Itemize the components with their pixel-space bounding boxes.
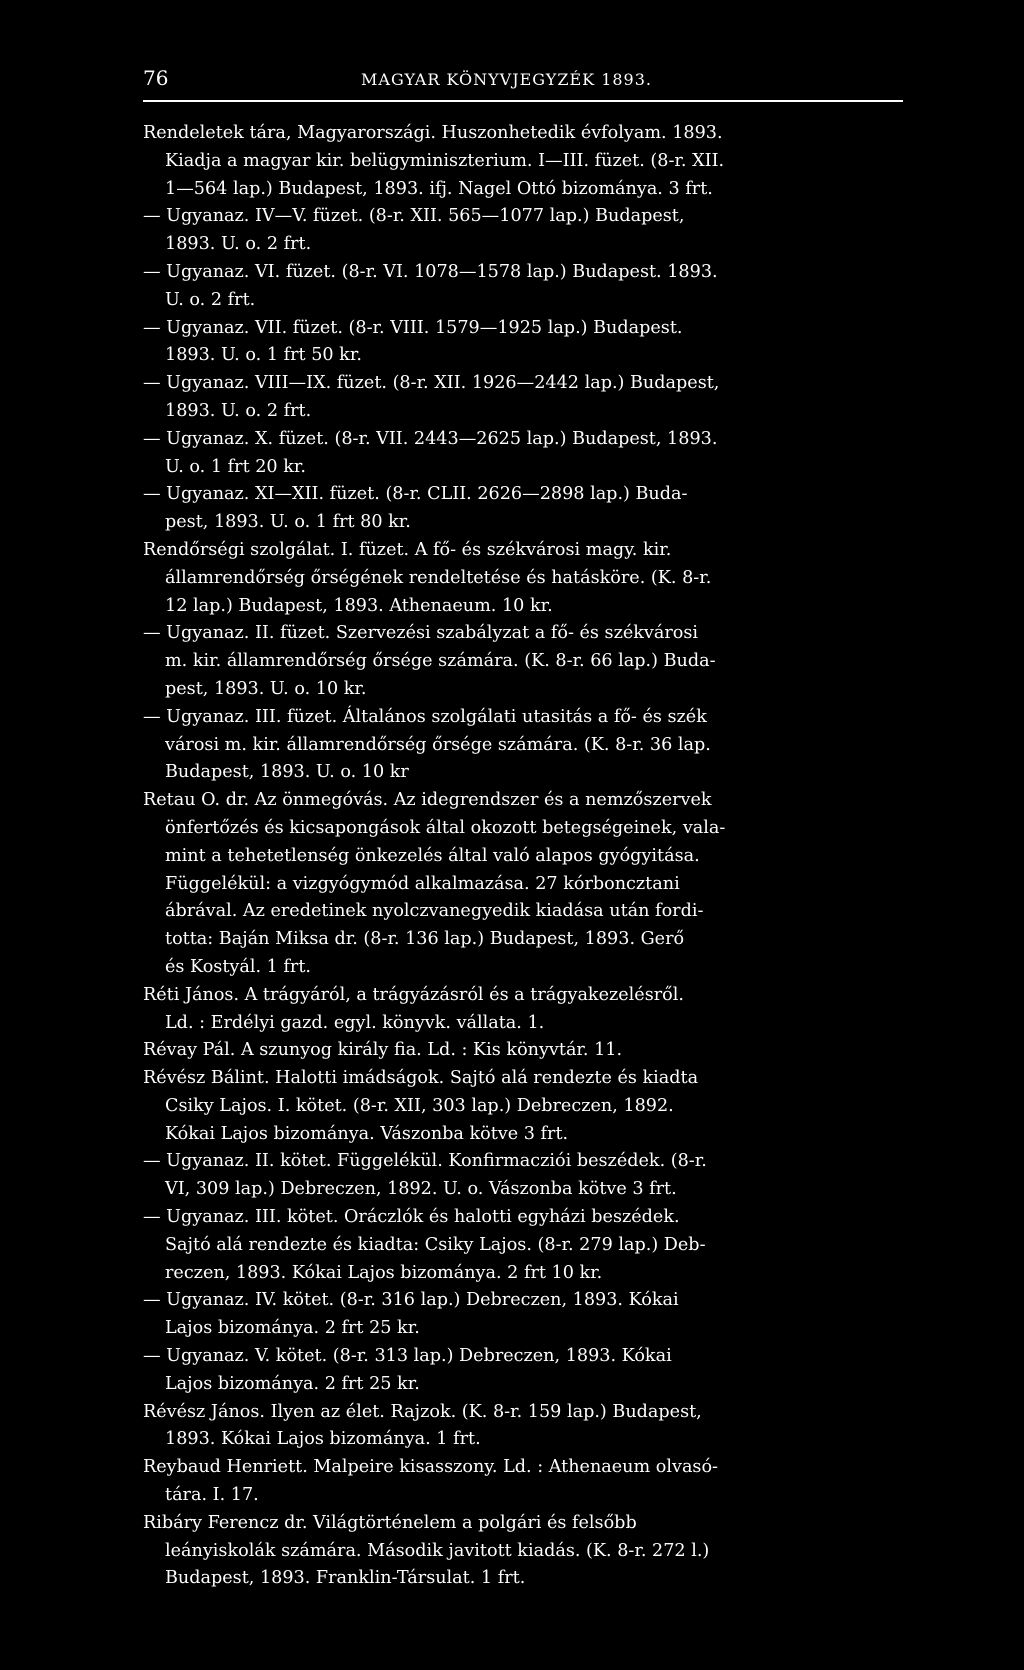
text-line: Rendőrségi szolgálat. I. füzet. A fő- és székvárosi magy. kir.	[143, 539, 672, 560]
text-line: Sajtó alá rendezte és kiadta: Csiky Lajos. (8-r. 279 lap.) Deb-	[165, 1234, 706, 1255]
text-line: 1893. Kókai Lajos bizománya. 1 frt.	[165, 1429, 481, 1450]
catalog-entries	[143, 120, 903, 1593]
text-line: Ld. : Erdélyi gazd. egyl. könyvk. vállata. 1.	[165, 1012, 545, 1033]
text-line: — Ugyanaz. X. füzet. (8-r. VII. 2443—2625 lap.) Budapest, 1893.	[143, 428, 718, 449]
text-line: Függelékül: a vizgyógymód alkalmazása. 27 kórboncztani	[165, 873, 680, 894]
text-line: Lajos bizománya. 2 frt 25 kr.	[165, 1318, 420, 1339]
text-line: pest, 1893. U. o. 1 frt 80 kr.	[165, 512, 411, 533]
text-line: leányiskolák számára. Második javitott kiadás. (K. 8-r. 272 l.)	[165, 1540, 710, 1561]
text-line: — Ugyanaz. VII. füzet. (8-r. VIII. 1579—1925 lap.) Budapest.	[143, 317, 683, 338]
text-line: — Ugyanaz. II. füzet. Szervezési szabályzat a fő- és székvárosi	[143, 623, 699, 644]
text-line: Réti János. A trágyáról, a trágyázásról és a trágyakezelésről.	[143, 984, 684, 1005]
text-line: 12 lap.) Budapest, 1893. Athenaeum. 10 kr.	[165, 595, 553, 616]
text-line: — Ugyanaz. VIII—IX. füzet. (8-r. XII. 1926—2442 lap.) Budapest,	[143, 373, 720, 394]
text-line: pest, 1893. U. o. 10 kr.	[165, 678, 367, 699]
text-line: 1893. U. o. 1 frt 50 kr.	[165, 345, 362, 366]
text-line: mint a tehetetlenség önkezelés által való alapos gyógyitása.	[165, 845, 700, 866]
text-line: Retau O. dr. Az önmegóvás. Az idegrendszer és a nemzőszervek	[143, 790, 712, 811]
text-line: m. kir. államrendőrség őrsége számára. (K. 8-r. 66 lap.) Buda-	[165, 651, 716, 672]
text-line: — Ugyanaz. III. füzet. Általános szolgálati utasitás a fő- és szék	[143, 706, 707, 727]
text-line: államrendőrség őrségének rendeltetése és hatásköre. (K. 8-r.	[165, 567, 712, 588]
text-line: U. o. 1 frt 20 kr.	[165, 456, 306, 477]
text-line: U. o. 2 frt.	[165, 289, 256, 310]
page-number: 76	[143, 66, 169, 90]
text-line: Kiadja a magyar kir. belügyminiszterium. I—III. füzet. (8-r. XII.	[165, 150, 725, 171]
text-line: Rendeletek tára, Magyarországi. Huszonhetedik évfolyam. 1893.	[143, 123, 723, 143]
text-line: Csiky Lajos. I. kötet. (8-r. XII, 303 lap.) Debreczen, 1892.	[165, 1095, 674, 1116]
text-line: — Ugyanaz. IV—V. füzet. (8-r. XII. 565—1077 lap.) Budapest,	[143, 206, 685, 227]
text-line: Lajos bizománya. 2 frt 25 kr.	[165, 1373, 420, 1394]
text-line: — Ugyanaz. VI. füzet. (8-r. VI. 1078—1578 lap.) Budapest. 1893.	[143, 261, 718, 282]
header-rule	[143, 100, 903, 102]
text-line: VI, 309 lap.) Debreczen, 1892. U. o. Vászonba kötve 3 frt.	[165, 1179, 677, 1200]
text-line: — Ugyanaz. III. kötet. Oráczlók és halotti egyházi beszédek.	[143, 1207, 680, 1228]
text-line: — Ugyanaz. IV. kötet. (8-r. 316 lap.) Debreczen, 1893. Kókai	[143, 1290, 679, 1311]
running-title: MAGYAR KÖNYVJEGYZÉK 1893.	[361, 70, 652, 89]
text-line: 1893. U. o. 2 frt.	[165, 400, 312, 421]
text-line: ábrával. Az eredetinek nyolczvanegyedik kiadása után fordi-	[165, 901, 704, 922]
text-line: 1893. U. o. 2 frt.	[165, 234, 312, 255]
text-line: Révész Bálint. Halotti imádságok. Sajtó alá rendezte és kiadta	[143, 1068, 699, 1089]
text-line: városi m. kir. államrendőrség őrsége számára. (K. 8-r. 36 lap.	[165, 734, 711, 755]
page-header	[143, 66, 903, 96]
text-line: tára. I. 17.	[165, 1485, 259, 1506]
text-line: Budapest, 1893. U. o. 10 kr	[165, 762, 409, 783]
text-line: totta: Baján Miksa dr. (8-r. 136 lap.) Budapest, 1893. Gerő	[165, 929, 685, 950]
text-line: Révész János. Ilyen az élet. Rajzok. (K. 8-r. 159 lap.) Budapest,	[143, 1401, 702, 1422]
text-line: Reybaud Henriett. Malpeire kisasszony. Ld. : Athenaeum olvasó-	[143, 1457, 719, 1478]
text-line: — Ugyanaz. V. kötet. (8-r. 313 lap.) Debreczen, 1893. Kókai	[143, 1346, 672, 1367]
text-line: Kókai Lajos bizománya. Vászonba kötve 3 frt.	[165, 1123, 569, 1144]
text-line: Ribáry Ferencz dr. Világtörténelem a polgári és felsőbb	[143, 1512, 637, 1533]
text-line: — Ugyanaz. XI—XII. füzet. (8-r. CLII. 2626—2898 lap.) Buda-	[143, 484, 688, 505]
text-line: — Ugyanaz. II. kötet. Függelékül. Konfirmacziói beszédek. (8-r.	[143, 1151, 707, 1172]
text-line: önfertőzés és kicsapongások által okozott betegségeinek, vala-	[165, 817, 726, 838]
text-line: 1—564 lap.) Budapest, 1893. ifj. Nagel Ottó bizománya. 3 frt.	[165, 178, 713, 199]
text-line: Budapest, 1893. Franklin-Társulat. 1 frt.	[165, 1568, 526, 1589]
text-line: és Kostyál. 1 frt.	[165, 956, 312, 977]
text-line: Révay Pál. A szunyog király fia. Ld. : Kis könyvtár. 11.	[143, 1040, 623, 1061]
text-line: reczen, 1893. Kókai Lajos bizománya. 2 frt 10 kr.	[165, 1262, 603, 1283]
